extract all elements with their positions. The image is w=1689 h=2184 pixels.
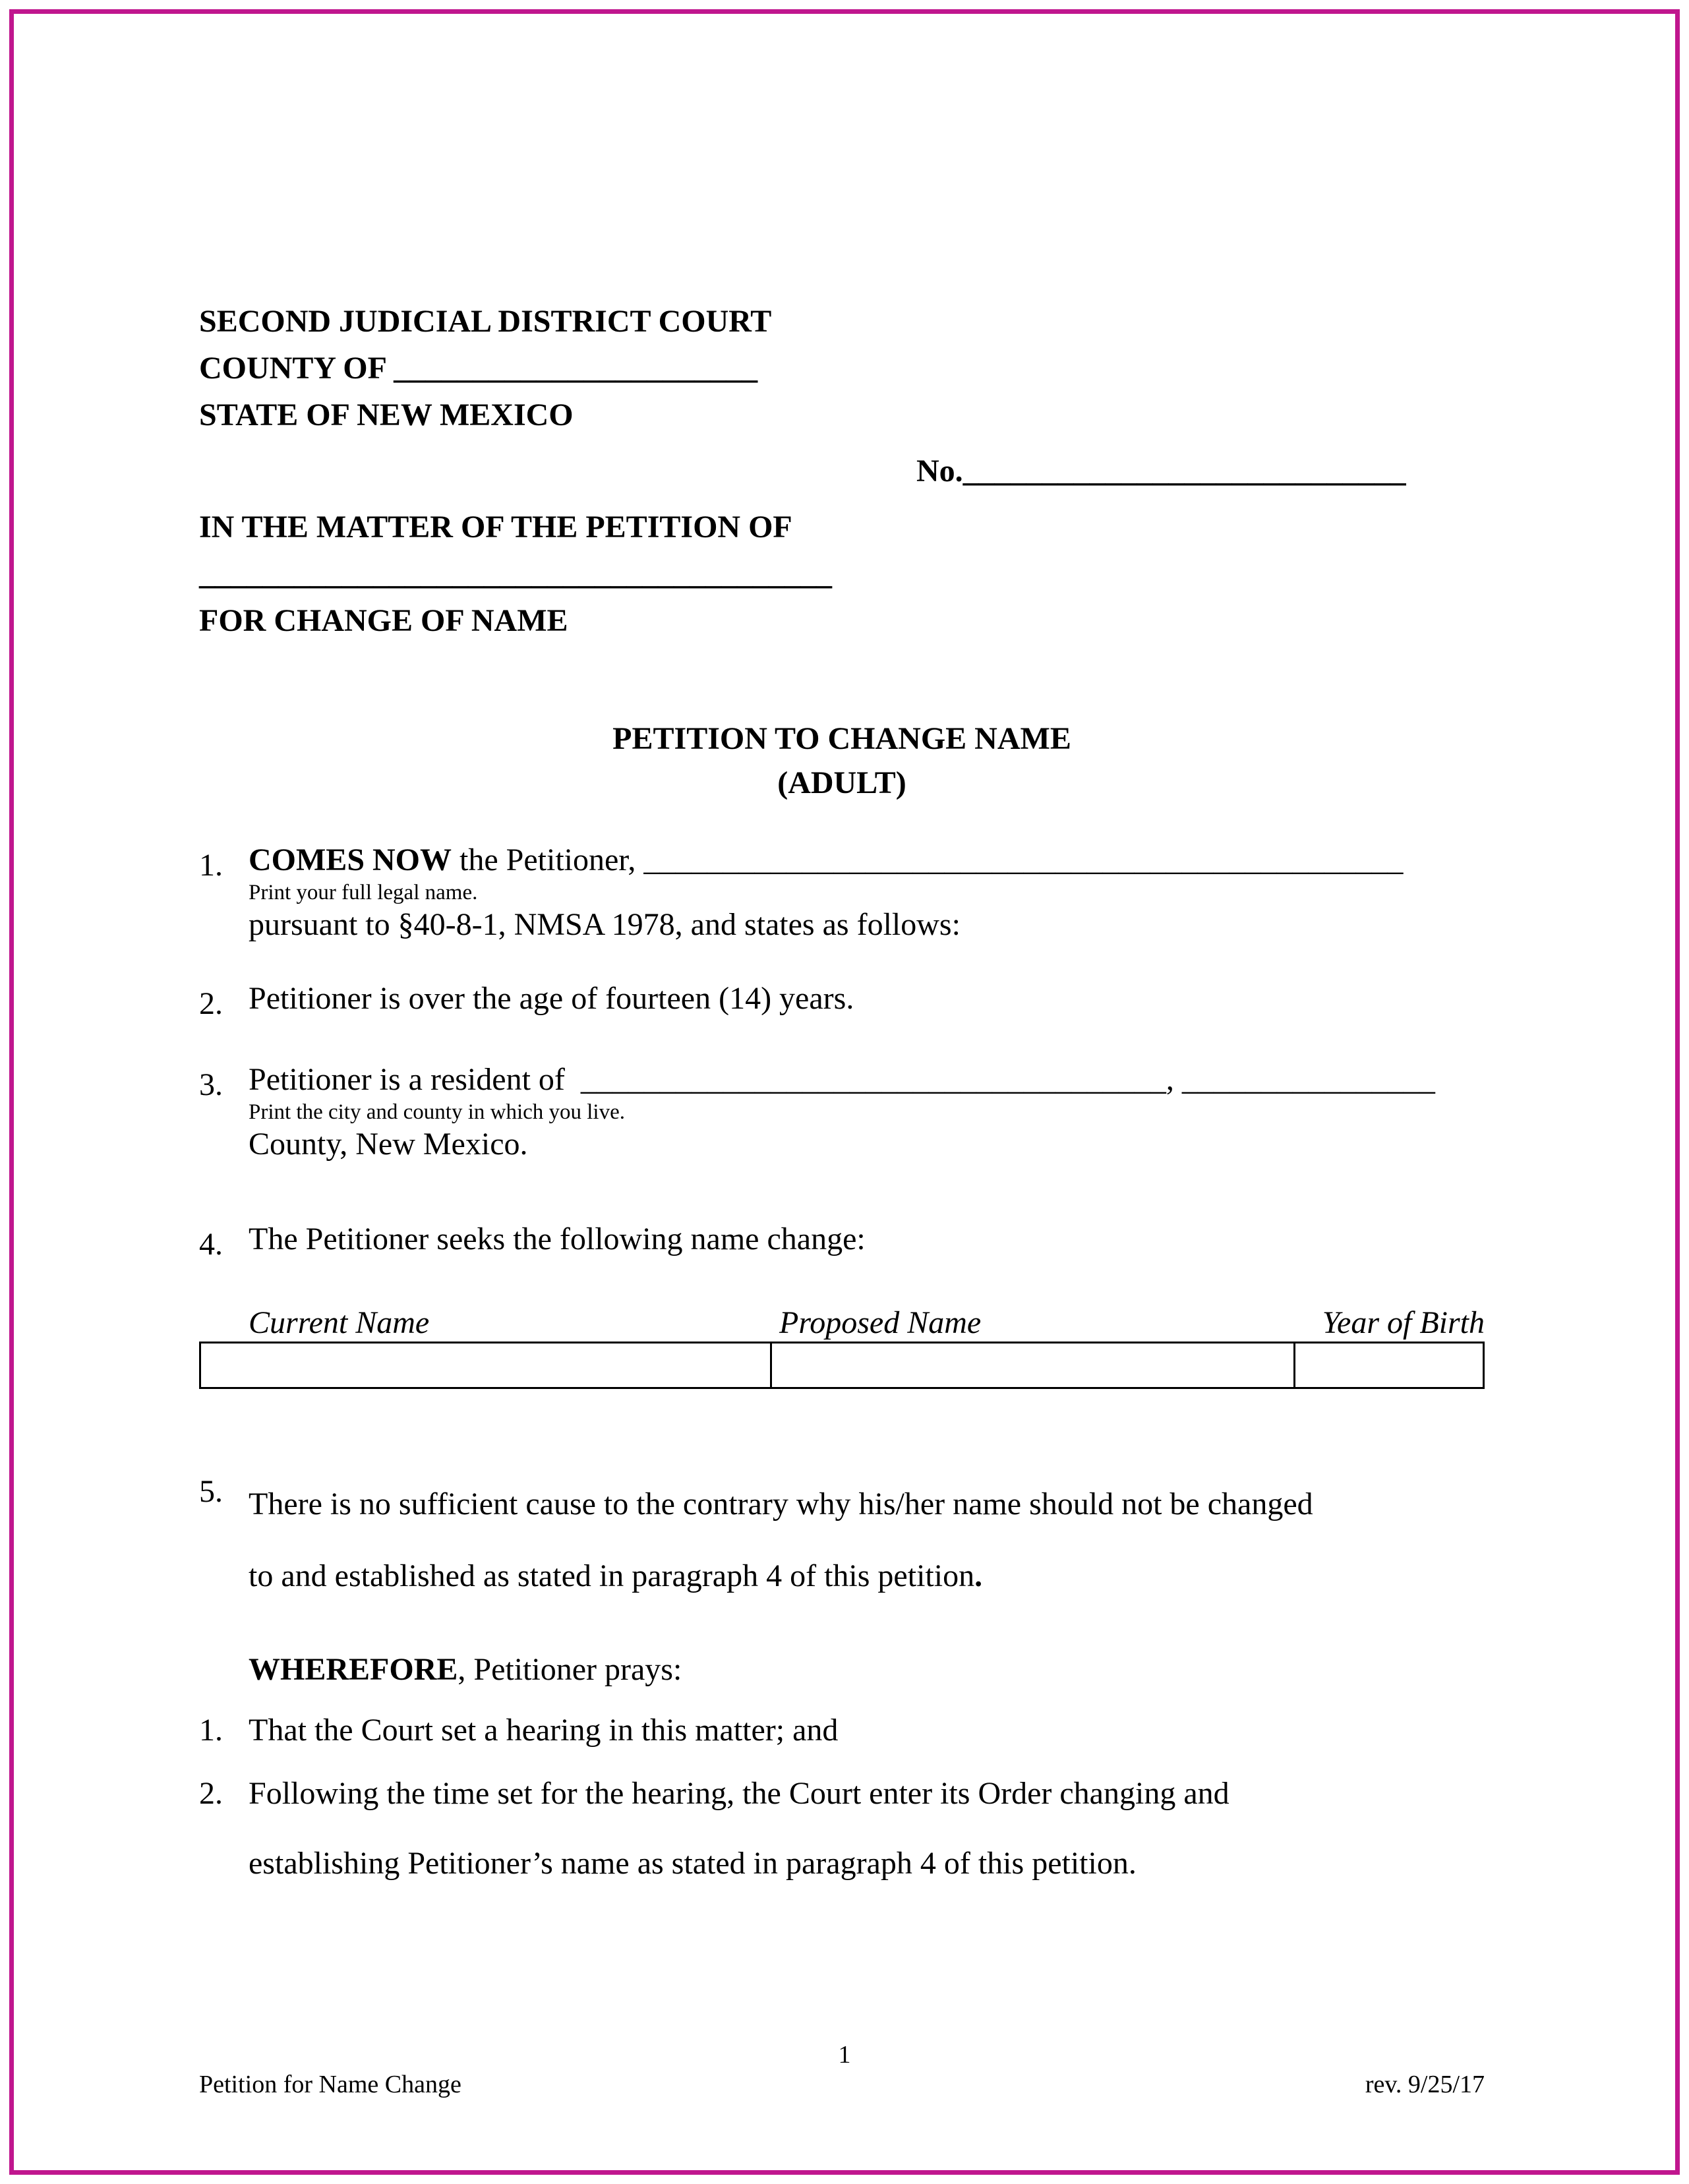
item-2-number: 2. bbox=[199, 986, 223, 1021]
item-3-number: 3. bbox=[199, 1067, 223, 1102]
county-blank: _______________________ bbox=[394, 351, 758, 386]
item-3-instruction-note: Print the city and county in which you live. bbox=[249, 1100, 625, 1124]
resident-line bbox=[249, 1061, 1485, 1098]
city-blank: _____________________________________ bbox=[580, 1062, 1166, 1097]
wherefore-line bbox=[249, 1651, 1485, 1688]
prayer-item-2-line-1: Following the time set for the hearing, the Court enter its Order changing and bbox=[249, 1776, 1230, 1811]
title-line-2: (ADULT) bbox=[777, 765, 906, 800]
item-5-number: 5. bbox=[199, 1474, 223, 1509]
petition-item-4 bbox=[199, 1221, 1485, 1268]
item-5-period: . bbox=[974, 1558, 983, 1593]
name-change-table bbox=[199, 1305, 1485, 1389]
petition-item-1 bbox=[199, 842, 1485, 943]
matter-name-blank: ________________________________________ bbox=[199, 556, 832, 591]
current-name-header: Current Name bbox=[249, 1305, 430, 1340]
item-4-number: 4. bbox=[199, 1227, 223, 1262]
case-number-label: No. bbox=[916, 454, 963, 488]
petition-item-3 bbox=[199, 1061, 1485, 1163]
prayer-item-2-number: 2. bbox=[199, 1776, 223, 1811]
for-change-of-name-line: FOR CHANGE OF NAME bbox=[199, 603, 568, 638]
state-line: STATE OF NEW MEXICO bbox=[199, 398, 574, 432]
resident-separator: , bbox=[1166, 1062, 1182, 1097]
comes-now-line bbox=[249, 842, 1485, 879]
matter-line: IN THE MATTER OF THE PETITION OF bbox=[199, 510, 792, 545]
document-content bbox=[199, 298, 1485, 1908]
document-title bbox=[199, 717, 1485, 805]
prayer-item-1 bbox=[199, 1712, 1485, 1749]
case-number-blank: ____________________________ bbox=[963, 454, 1406, 488]
year-of-birth-cell bbox=[1295, 1343, 1483, 1387]
prayer-item-1-number: 1. bbox=[199, 1713, 223, 1748]
item-1-number: 1. bbox=[199, 848, 223, 883]
item-3-county-line: County, New Mexico. bbox=[249, 1127, 528, 1162]
item-5-line-2-text: to and established as stated in paragraph 4 of this petition bbox=[249, 1558, 975, 1593]
matter-caption bbox=[199, 504, 1485, 644]
title-line-1: PETITION TO CHANGE NAME bbox=[612, 721, 1071, 756]
page-number: 1 bbox=[838, 2041, 851, 2069]
county-name-blank: ________________ bbox=[1181, 1062, 1435, 1097]
petitioner-lead-text: the Petitioner, bbox=[452, 842, 644, 877]
current-name-cell bbox=[201, 1343, 772, 1387]
prayer-item-2 bbox=[199, 1775, 1485, 1882]
item-2-text: Petitioner is over the age of fourteen (14) years. bbox=[249, 981, 854, 1016]
item-4-text: The Petitioner seeks the following name change: bbox=[249, 1222, 866, 1256]
petition-item-5 bbox=[199, 1468, 1485, 1612]
court-name: SECOND JUDICIAL DISTRICT COURT bbox=[199, 304, 772, 339]
name-change-table-headers bbox=[199, 1305, 1485, 1342]
item-1-statute-line: pursuant to §40-8-1, NMSA 1978, and states as follows: bbox=[249, 907, 961, 942]
court-caption bbox=[199, 298, 1485, 438]
footer-revision-date: rev. 9/25/17 bbox=[1365, 2071, 1485, 2098]
item-5-line-1: There is no sufficient cause to the contrary why his/her name should not be changed bbox=[249, 1487, 1313, 1521]
prayer-item-2-line-2: establishing Petitioner’s name as stated in paragraph 4 of this petition. bbox=[249, 1846, 1137, 1881]
name-change-table-row bbox=[199, 1342, 1485, 1389]
resident-lead-text: Petitioner is a resident of bbox=[249, 1062, 581, 1097]
county-line bbox=[199, 345, 1485, 392]
proposed-name-header: Proposed Name bbox=[779, 1305, 982, 1340]
case-number-line bbox=[916, 448, 1485, 494]
petition-item-2 bbox=[199, 980, 1485, 1027]
wherefore-text: WHEREFORE bbox=[249, 1652, 458, 1687]
wherefore-rest: , Petitioner prays: bbox=[458, 1652, 682, 1687]
item-1-instruction-note: Print your full legal name. bbox=[249, 881, 478, 904]
comes-now-text: COMES NOW bbox=[249, 842, 452, 877]
item-5-line-2 bbox=[249, 1540, 1485, 1612]
prayer-item-1-text: That the Court set a hearing in this matter; and bbox=[249, 1713, 839, 1748]
county-label: COUNTY OF bbox=[199, 351, 394, 386]
petitioner-name-blank: ________________________________________________ bbox=[643, 842, 1404, 877]
footer-row bbox=[199, 2070, 1485, 2099]
proposed-name-cell bbox=[772, 1343, 1295, 1387]
year-of-birth-header: Year of Birth bbox=[1322, 1305, 1485, 1340]
footer-form-title: Petition for Name Change bbox=[199, 2071, 461, 2098]
